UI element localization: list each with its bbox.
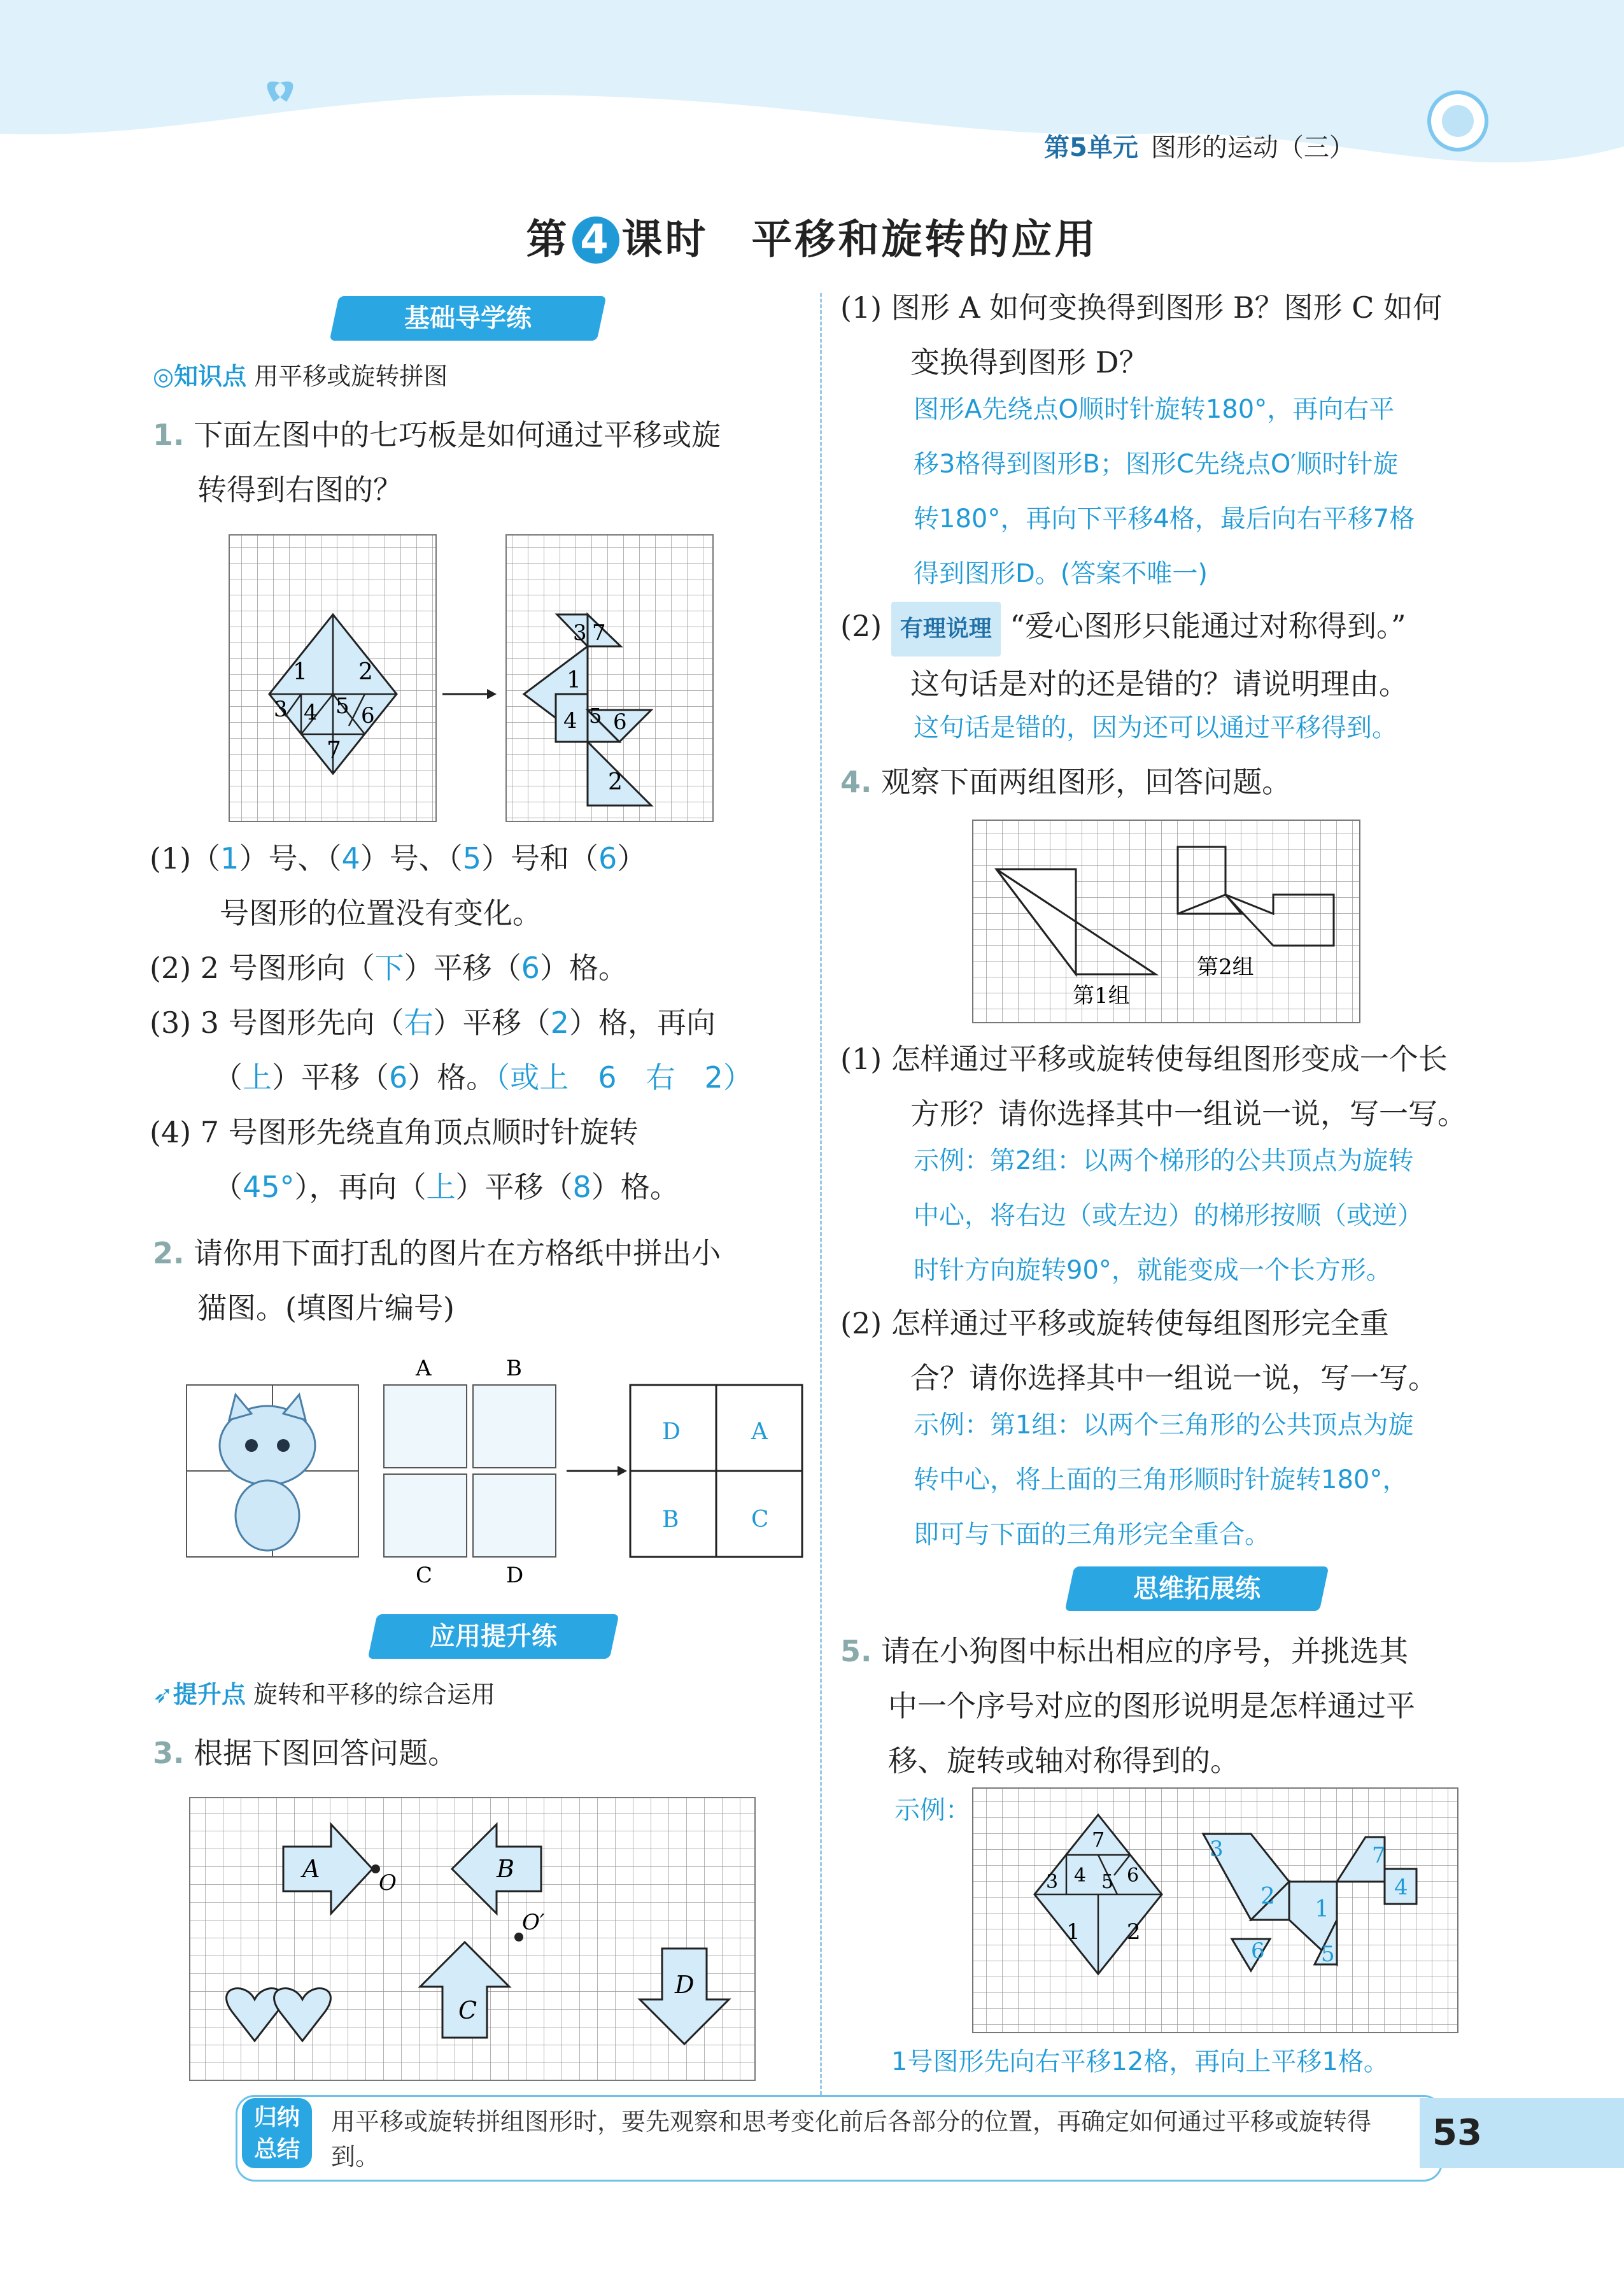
- svg-text:7: 7: [1092, 1828, 1105, 1852]
- svg-text:2: 2: [358, 659, 373, 685]
- svg-text:7: 7: [327, 737, 341, 763]
- svg-text:4: 4: [304, 700, 318, 725]
- question-3-part2: (2) 有理说理 “爱心图形只能通过对称得到。” 这句话是对的还是错的？请说明理由。: [840, 599, 1515, 711]
- svg-text:3: 3: [1210, 1836, 1224, 1862]
- summary-text: 用平移或旋转拼组图形时，要先观察和思考变化前后各部分的位置，再确定如何通过平移或旋转得到。: [331, 2108, 1372, 2171]
- section-banner-apply: 应用提升练: [368, 1614, 619, 1659]
- dog-figure: [971, 1786, 1461, 2034]
- question-4-part2: (2) 怎样通过平移或旋转使每组图形完全重 合？请你选择其中一组说一说，写一写。: [840, 1306, 1437, 1395]
- group-label: 第1组: [1073, 983, 1130, 1009]
- point-label: O′: [522, 1910, 545, 1935]
- svg-text:1: 1: [293, 659, 307, 685]
- rocket-icon: ➶: [153, 1680, 173, 1708]
- header-wave: [0, 0, 1624, 210]
- question-1-answers: (1)（1）号、（4）号、（5）号和（6） 号图形的位置没有变化。 (2) 2 号图形向（下）平移（6）格。 (3) 3 号图形先向（右）平移（2）格，再向 （上）平移（6）格。（或上 6 右 2） (4) 7 号图形先绕直角顶点顺时针旋转 （45°），再向（上）平移（8）格。: [150, 841, 752, 1204]
- question-3: 3. 根据下图回答问题。: [153, 1736, 458, 1770]
- shape-label: B: [497, 1855, 514, 1883]
- svg-text:6: 6: [613, 709, 627, 735]
- shape-label: A: [302, 1855, 320, 1883]
- answer-cell: A: [751, 1419, 768, 1445]
- point-label: O: [379, 1870, 397, 1896]
- svg-text:1: 1: [1315, 1896, 1329, 1922]
- arrows-figure: [188, 1796, 758, 2082]
- question-4-part1: (1) 怎样通过平移或旋转使每组图形变成一个长 方形？请你选择其中一组说一说，写一写。: [840, 1042, 1467, 1131]
- answer-cell: C: [751, 1507, 769, 1533]
- column-divider: [820, 293, 822, 2095]
- unit-header: 第5单元 图形的运动（三）: [1044, 133, 1355, 162]
- svg-text:3: 3: [1046, 1871, 1059, 1893]
- svg-text:6: 6: [1127, 1864, 1140, 1887]
- cat-puzzle-figure: [185, 1350, 808, 1586]
- target-icon: ◎: [153, 362, 174, 390]
- page-number: 53: [1420, 2098, 1624, 2168]
- question-4-answer2: 示例：第1组：以两个三角形的公共顶点为旋 转中心，将上面的三角形顺时针旋转180°， 即可与下面的三角形完全重合。: [914, 1410, 1414, 1549]
- question-5-answer: 1号图形先向右平移12格，再向上平移1格。: [891, 2047, 1389, 2077]
- section-banner-think: 思维拓展练: [1065, 1566, 1329, 1611]
- piece-label: C: [416, 1563, 433, 1586]
- question-4: 4. 观察下面两组图形，回答问题。: [840, 765, 1292, 799]
- svg-text:3: 3: [573, 620, 587, 646]
- question-5: 5. 请在小狗图中标出相应的序号，并挑选其 中一个序号对应的图形说明是怎样通过平 移、旋转或轴对称得到的。: [840, 1634, 1415, 1778]
- svg-text:3: 3: [274, 697, 288, 722]
- svg-text:5: 5: [589, 704, 602, 728]
- upgrade-point: ➶提升点 旋转和平移的综合运用: [153, 1680, 495, 1708]
- svg-text:5: 5: [335, 693, 350, 719]
- svg-text:4: 4: [1394, 1875, 1408, 1900]
- section-banner-basic: 基础导学练: [330, 296, 607, 341]
- answer-cell: B: [662, 1507, 679, 1533]
- svg-text:4: 4: [1074, 1864, 1087, 1887]
- piece-label: D: [506, 1563, 524, 1586]
- question-3-part1: (1) 图形 A 如何变换得到图形 B？图形 C 如何 变换得到图形 D？: [840, 290, 1443, 380]
- question-2: 2. 请你用下面打乱的图片在方格纸中拼出小 猫图。(填图片编号): [153, 1236, 721, 1325]
- groups-figure: [971, 818, 1362, 1025]
- shape-label: C: [458, 1996, 477, 2024]
- tangram-figure: [226, 532, 729, 825]
- svg-text:6: 6: [1251, 1938, 1265, 1964]
- question-3-answer1: 图形A先绕点O顺时针旋转180°，再向右平 移3格得到图形B；图形C先绕点O′顺时针旋 转180°，再向下平移4格，最后向右平移7格 得到图形D。(答案不唯一): [914, 395, 1415, 588]
- summary-badge: 归纳 总结: [242, 2098, 312, 2168]
- piece-label: A: [416, 1356, 432, 1381]
- shape-label: D: [675, 1971, 695, 1999]
- svg-text:5: 5: [1321, 1942, 1335, 1967]
- svg-text:7: 7: [592, 620, 606, 646]
- svg-text:2: 2: [608, 769, 623, 795]
- svg-text:2: 2: [1127, 1919, 1141, 1945]
- group-label: 第2组: [1197, 955, 1254, 980]
- svg-text:1: 1: [1066, 1919, 1080, 1945]
- question-1: 1. 下面左图中的七巧板是如何通过平移或旋 转得到右图的？: [153, 418, 721, 507]
- piece-label: B: [506, 1356, 522, 1381]
- svg-text:1: 1: [567, 667, 581, 693]
- answer-cell: D: [662, 1419, 681, 1445]
- question-3-answer2: 这句话是错的，因为还可以通过平移得到。: [914, 713, 1397, 742]
- svg-text:5: 5: [1101, 1871, 1114, 1893]
- knowledge-point: ◎知识点 用平移或旋转拼图: [153, 362, 448, 390]
- question-4-answer1: 示例：第2组：以两个梯形的公共顶点为旋转 中心，将右边（或左边）的梯形按顺（或逆） 时针方向旋转90°，就能变成一个长方形。: [914, 1146, 1423, 1285]
- flower-icon: [1429, 92, 1486, 150]
- page-title: 第 4 课时 平移和旋转的应用: [526, 217, 1098, 264]
- svg-text:6: 6: [361, 703, 375, 728]
- svg-text:7: 7: [1372, 1843, 1386, 1868]
- svg-text:4: 4: [563, 708, 577, 734]
- svg-text:2: 2: [1260, 1884, 1275, 1910]
- example-label: 示例：: [894, 1796, 971, 1825]
